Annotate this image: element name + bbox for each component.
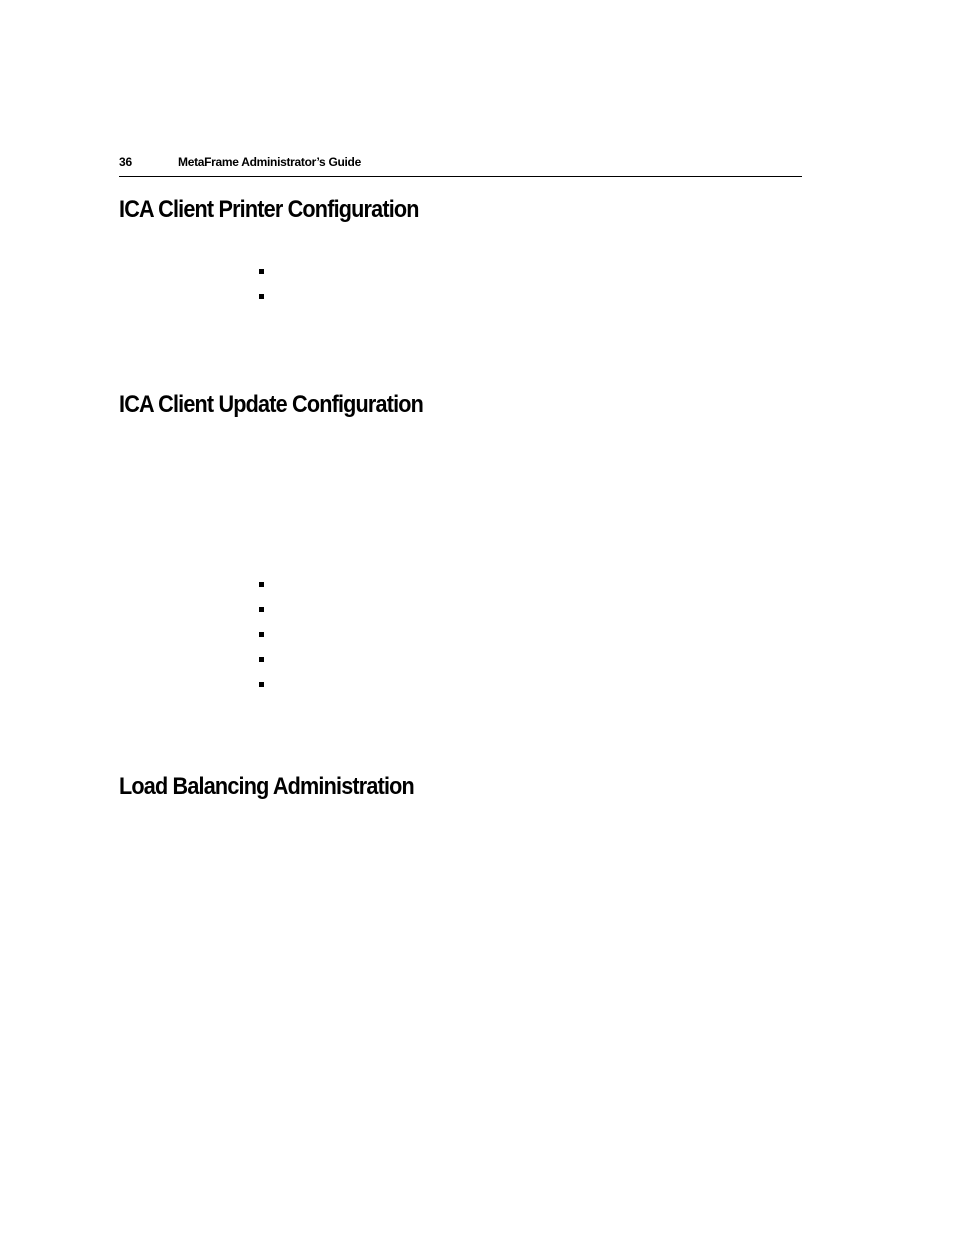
- bullet-icon: [259, 294, 264, 299]
- bullet-icon: [259, 632, 264, 637]
- section-heading-printer-configuration: ICA Client Printer Configuration: [119, 196, 419, 223]
- running-title: MetaFrame Administrator’s Guide: [178, 155, 361, 169]
- bullet-icon: [259, 269, 264, 274]
- bullet-icon: [259, 657, 264, 662]
- page-header: [119, 154, 802, 177]
- bullet-icon: [259, 582, 264, 587]
- section-heading-load-balancing: Load Balancing Administration: [119, 773, 414, 800]
- page-number: 36: [119, 155, 132, 169]
- section-heading-update-configuration: ICA Client Update Configuration: [119, 391, 424, 418]
- bullet-icon: [259, 682, 264, 687]
- bullet-icon: [259, 607, 264, 612]
